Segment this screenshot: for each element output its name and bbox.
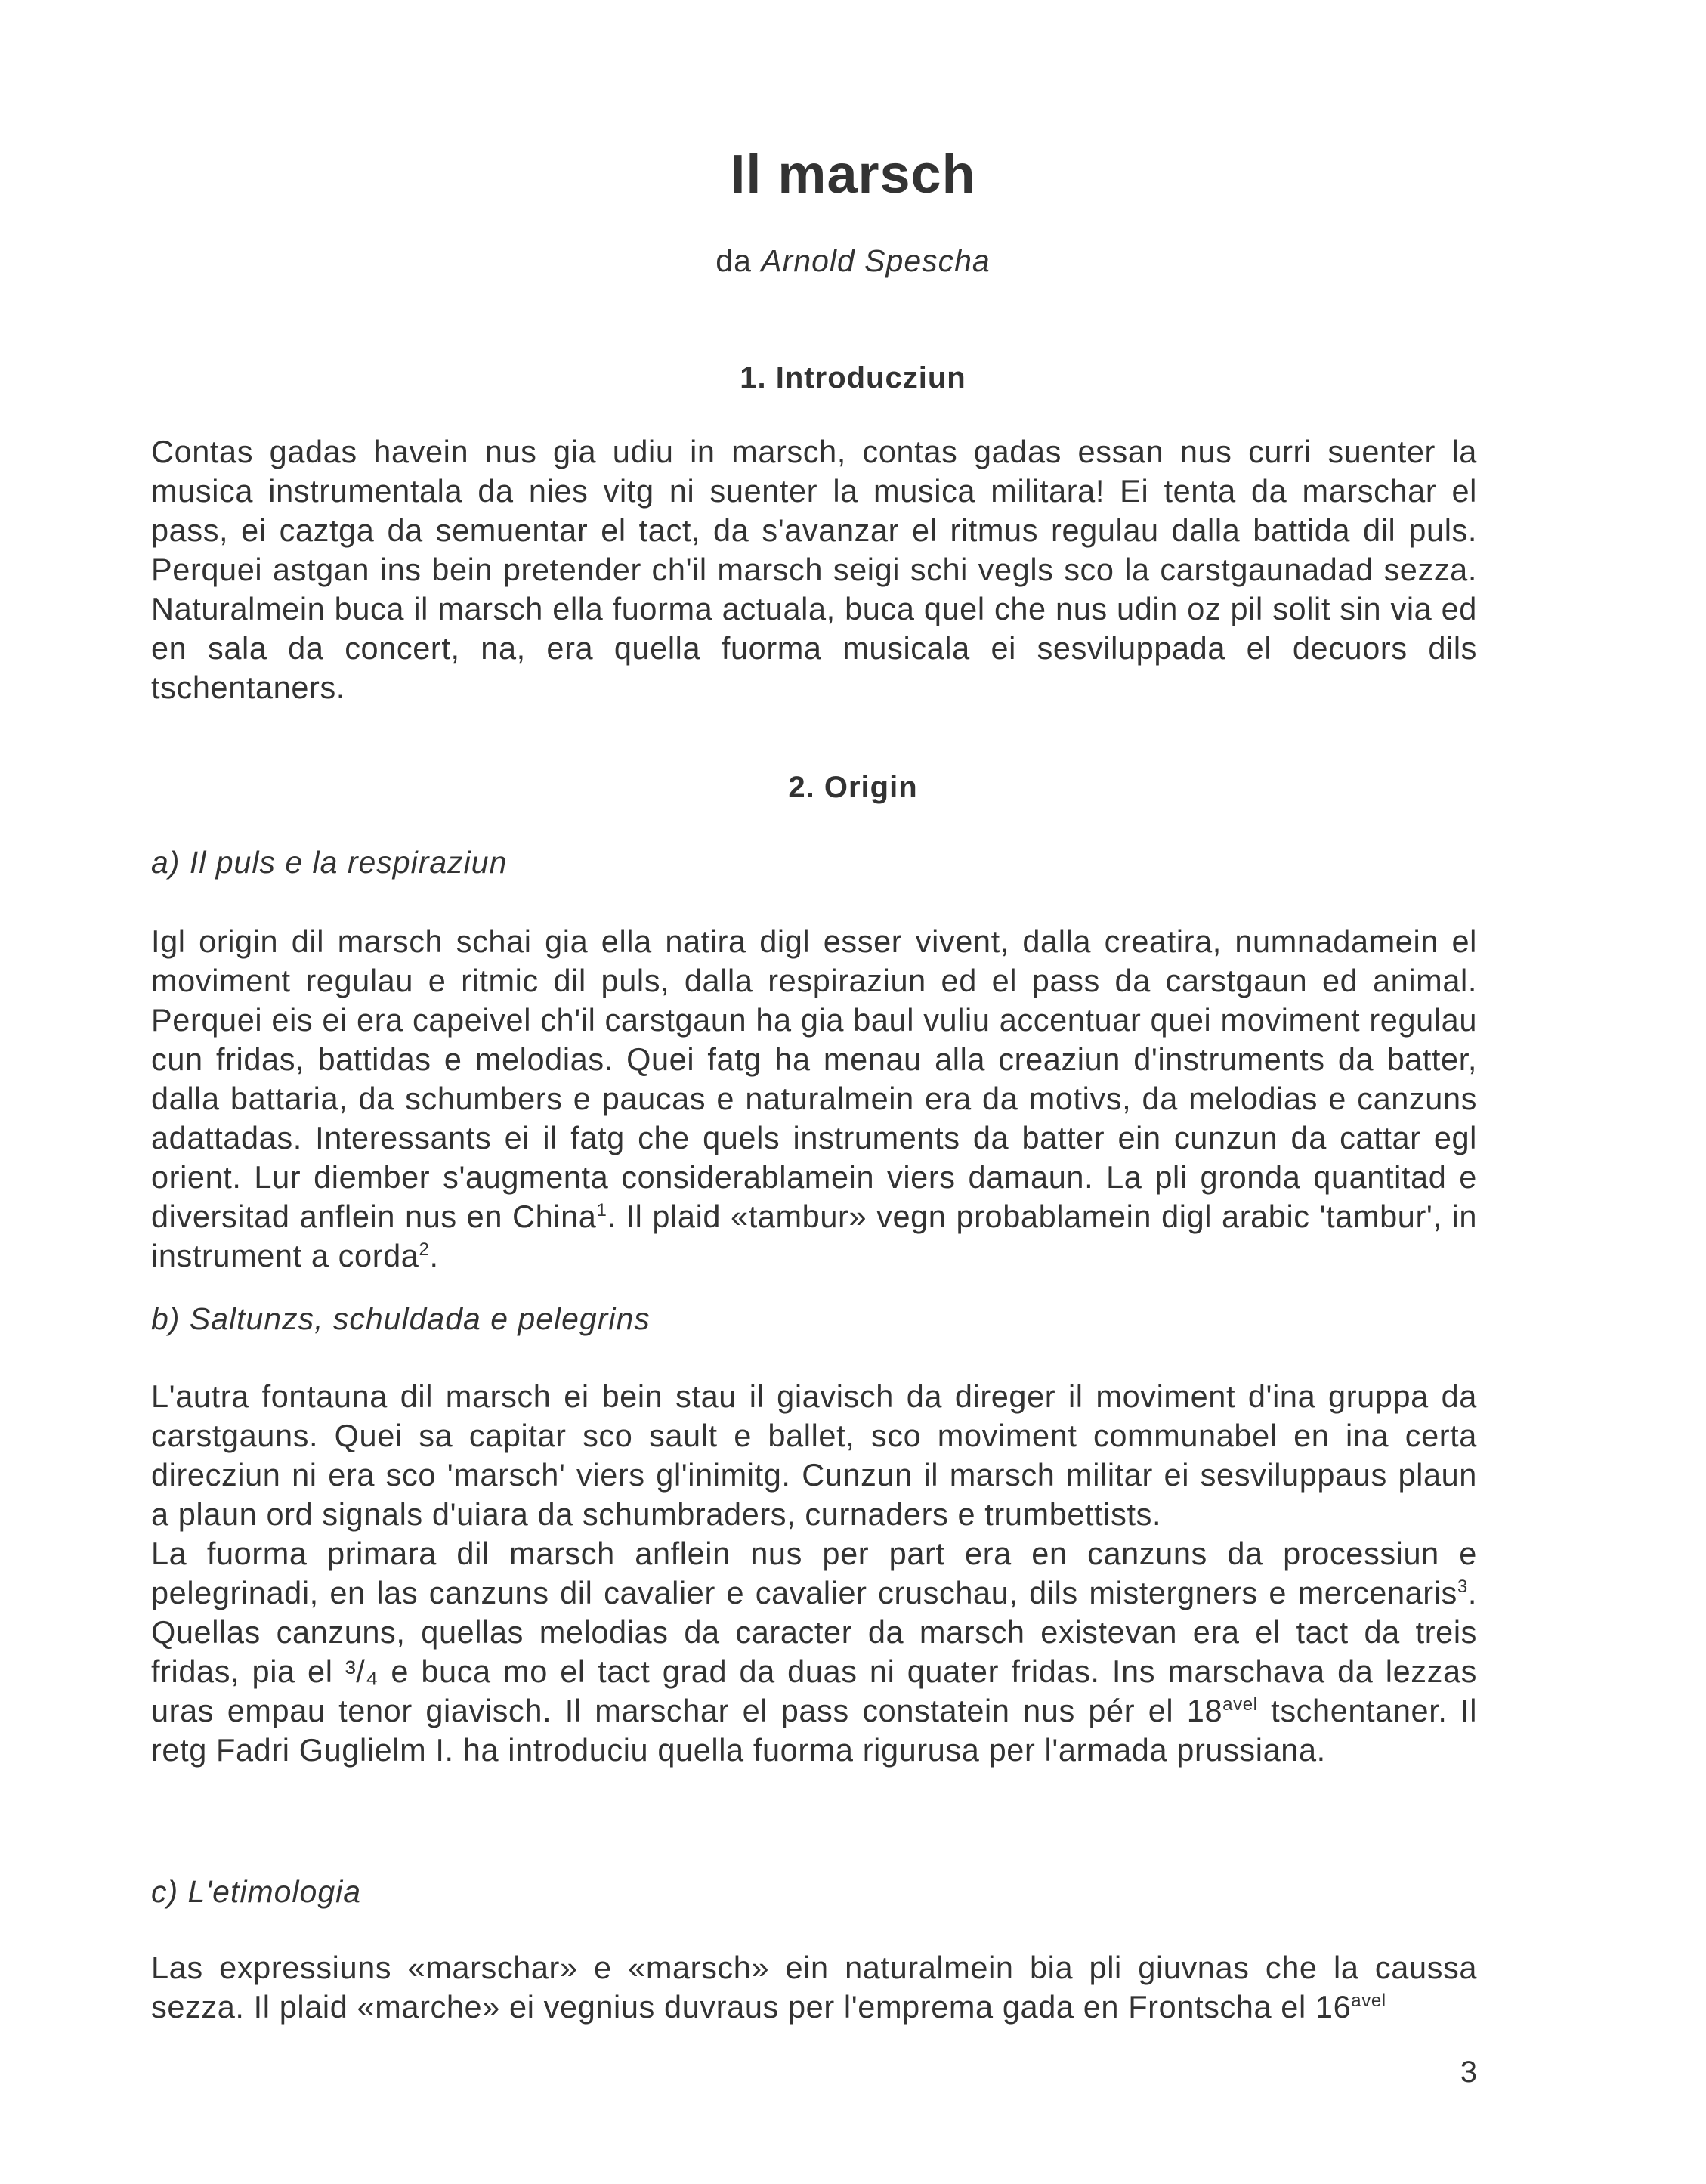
author-name: Arnold Spescha: [761, 243, 991, 278]
byline: [0, 243, 1706, 279]
subheading-etimologia: c) L'etimologia: [151, 1874, 362, 1909]
footnote-ref-2: 2: [419, 1239, 430, 1261]
subheading-puls-respiraziun: a) Il puls e la respiraziun: [151, 845, 508, 880]
section-heading-origin: 2. Origin: [788, 771, 918, 804]
footnote-ref-3: 3: [1457, 1576, 1468, 1598]
paragraphs-saltunzs: [151, 1377, 1477, 1770]
text-segment: .: [429, 1238, 439, 1273]
text-segment: La fuorma primara dil marsch anflein nus per part era en canzuns da processiun e pelegrinadi, en las canzuns dil cavalier e cavalier cruschau, dils mistergners e mercenaris: [151, 1536, 1477, 1610]
footnote-ref-1: 1: [596, 1200, 607, 1221]
ordinal-superscript: avel: [1222, 1694, 1258, 1715]
byline-prefix: da: [715, 243, 762, 278]
puls-respiraziun-text: [151, 922, 1477, 1276]
ordinal-superscript: avel: [1351, 1991, 1386, 2012]
text-segment: . Il plaid «tambur» vegn probablamein digl arabic 'tambur', in instrument a corda: [151, 1199, 1478, 1273]
text-segment: tschentaner. Il retg Fadri Guglielm I. ha introduciu quella fuorma rigurusa per l'armada prussiana.: [151, 1693, 1478, 1768]
saltunzs-text-1: L'autra fontauna dil marsch ei bein stau il giavisch da direger il moviment d'ina gruppa da carstgauns. Quei sa capitar sco sault e ballet, sco moviment communabel en ina certa direcziun ni era sco 'marsch' viers gl'inimitg. Cunzun il marsch militar ei sesviluppaus plaun a plaun ord signals d'uiara da schumbraders, curnaders e trumbettists.: [151, 1378, 1477, 1532]
saltunzs-text-2: [151, 1534, 1477, 1770]
etimologia-text: [151, 1948, 1477, 2027]
text-segment: Igl origin dil marsch schai gia ella natira digl esser vivent, dalla creatira, numnadamein el moviment regulau e ritmic dil puls, dalla respiraziun ed el pass da carstgaun ed animal. Perquei eis ei era capeivel ch'il carstgaun ha gia baul vuliu accentuar quei moviment regulau cun fridas, battidas e melodias. Quei fatg ha menau alla creaziun d'instruments da batter, dalla battaria, da schumbers e paucas e naturalmein era da motivs, da melodias e canzuns adattadas. Interessants ei il fatg che quels instruments da batter ein cunzun da cattar egl orient. Lur diember s'augmenta considerablamein viers damaun. La pli gronda quantitad e diversitad anflein nus en China: [151, 923, 1477, 1234]
text-segment: e buca mo el tact grad da duas ni quater fridas. Ins marschava da lezzas uras empau tenor giavisch. Il marschar el pass constatein nus pér el 18: [151, 1653, 1477, 1728]
text-segment: . Quellas canzuns, quellas melodias da caracter da marsch existevan era el tact da treis fridas, pia el: [151, 1575, 1477, 1689]
section-heading-introduction: 1. Introducziun: [740, 361, 966, 394]
introduction-text: Contas gadas havein nus gia udiu in marsch, contas gadas essan nus curri suenter la musica instrumentala da nies vitg ni suenter la musica militara! Ei tenta da marschar el pass, ei caztga da semuentar el tact, da s'avanzar el ritmus regulau dalla battida dil puls. Perquei astgan ins bein pretender ch'il marsch seigi schi vegls sco la carstgaunadad sezza. Naturalmein buca il marsch ella fuorma actuala, buca quel che nus udin oz pil solit sin via ed en sala da concert, na, era quella fuorma musicala ei sesviluppada el decuors dils tschentaners.: [151, 434, 1477, 705]
text-segment: Las expressiuns «marschar» e «marsch» ein naturalmein bia pli giuvnas che la caussa sezza. Il plaid «marche» ei vegnius duvraus per l'emprema gada en Frontscha el 16: [151, 1950, 1477, 2025]
paragraph-etimologia: [151, 1948, 1477, 2027]
time-signature-fraction: ³/₄: [345, 1653, 379, 1689]
article-title: Il marsch: [730, 144, 976, 205]
paragraph-puls-respiraziun: [151, 922, 1477, 1276]
introduction-paragraph: [151, 432, 1477, 707]
page-number: 3: [1460, 2056, 1477, 2089]
subheading-saltunzs: b) Saltunzs, schuldada e pelegrins: [151, 1301, 651, 1336]
